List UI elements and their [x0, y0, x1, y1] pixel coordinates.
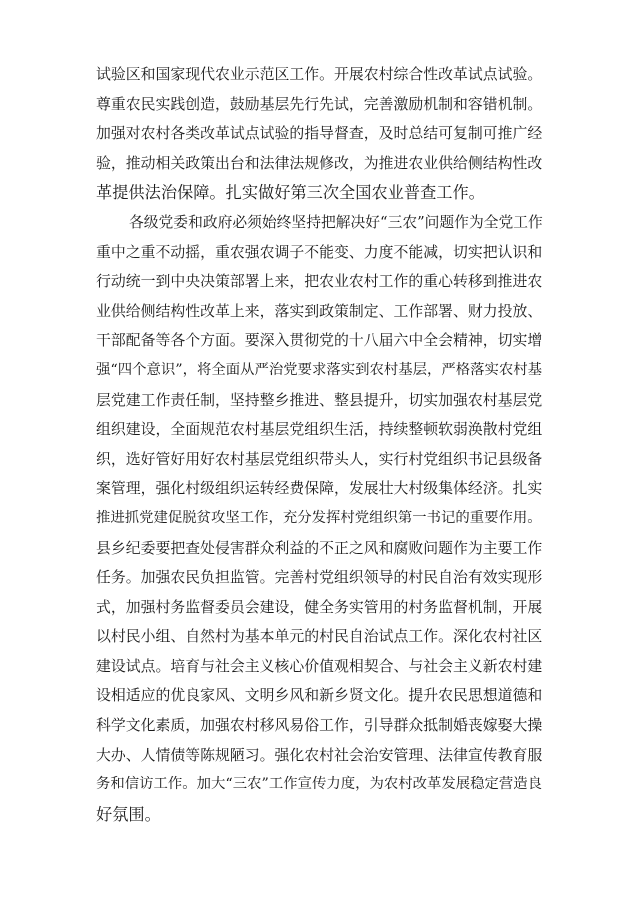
text-line: 建设试点。培育与社会主义核心价值观相契合、与社会主义新农村建: [96, 656, 543, 675]
text-line: 科学文化素质，加强农村移风易俗工作，引导群众抵制婚丧嫁娶大操: [96, 716, 543, 735]
text-line: 务和信访工作。加大“三农”工作宣传力度，为农村改革发展稳定营造良: [96, 776, 542, 793]
text-line: 各级党委和政府必须始终坚持把解决好“三农”问题作为全党工作: [129, 213, 543, 231]
text-line: 行动统一到中央决策部署上来，把农业农村工作的重心转移到推进农: [96, 272, 543, 291]
text-line: 好氛围。: [96, 804, 161, 824]
text-line: 试验区和国家现代农业示范区工作。开展农村综合性改革试点试验。: [96, 65, 543, 83]
text-line: 重中之重不动摇，重农强农调子不能变、力度不能减，切实把认识和: [96, 242, 543, 261]
text-line: 业供给侧结构性改革上来，落实到政策制定、工作部署、财力投放、: [96, 301, 543, 320]
document-page: [96, 60, 556, 829]
text-line: 验，推动相关政策出台和法律法规修改，为推进农业供给侧结构性改: [96, 153, 543, 172]
text-line: 任务。加强农民负担监管。完善村党组织领导的村民自治有效实现形: [96, 568, 543, 587]
text-line: 县乡纪委要把查处侵害群众利益的不正之风和腐败问题作为主要工作: [96, 538, 543, 557]
text-line: 尊重农民实践创造，鼓励基层先行先试，完善激励机制和容错机制。: [96, 94, 543, 113]
text-line: 层党建工作责任制，坚持整乡推进、整县提升，切实加强农村基层党: [96, 390, 543, 409]
text-line: 以村民小组、自然村为基本单元的村民自治试点工作。深化农村社区: [96, 627, 543, 646]
text-line: 设相适应的优良家风、文明乡风和新乡贤文化。提升农民思想道德和: [96, 686, 543, 705]
text-line: 大办、人情债等陈规陋习。强化农村社会治安管理、法律宣传教育服: [96, 745, 543, 764]
text-line: 革提供法治保障。扎实做好第三次全国农业普查工作。: [96, 183, 485, 203]
text-line: 案管理，强化村级组织运转经费保障，发展壮大村级集体经济。扎实: [96, 479, 543, 498]
text-line: 织，选好管好用好农村基层党组织带头人，实行村党组织书记县级备: [96, 449, 543, 468]
text-line: 强“四个意识”，将全面从严治党要求落实到农村基层，严格落实农村基: [96, 361, 542, 378]
text-line: 式，加强村务监督委员会建设，健全务实管用的村务监督机制，开展: [96, 597, 543, 616]
text-line: 组织建设，全面规范农村基层党组织生活，持续整顿软弱涣散村党组: [96, 420, 543, 439]
text-line: 加强对农村各类改革试点试验的指导督查，及时总结可复制可推广经: [96, 124, 543, 143]
text-line: 推进抓党建促脱贫攻坚工作，充分发挥村党组织第一书记的重要作用。: [96, 509, 542, 526]
text-line: 干部配备等各个方面。要深入贯彻党的十八届六中全会精神，切实增: [96, 331, 543, 350]
